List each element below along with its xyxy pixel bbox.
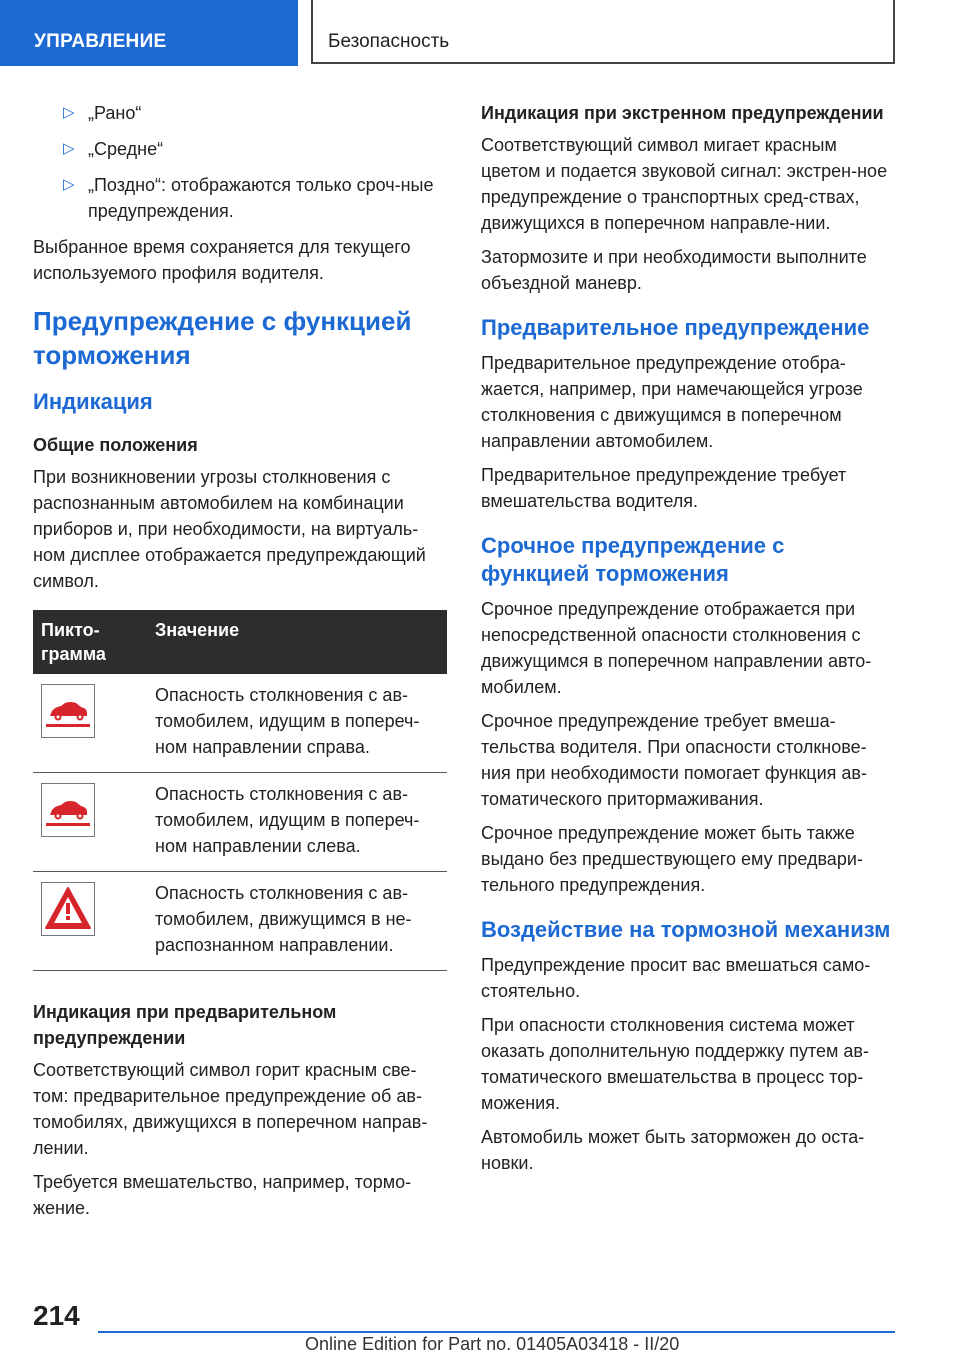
subsection-heading: Предварительное предупреждение [481,315,870,340]
table-row [33,872,447,971]
subheading: Индикация при экстренном предупреждении [481,103,884,123]
section-title: Безопасность [328,31,450,52]
paragraph: Предварительное предупреждение отобра-жается, например, при намечающейся угрозе столкновения с движущимся в поперечном направлении автомобилем. [481,353,863,451]
subsection-heading: Воздействие на тормозной механизм [481,917,891,942]
paragraph: Срочное предупреждение требует вмеша-тельства водителя. При опасности столкнове-ния при необходимости помогает функция ав-томатического притормаживания. [481,711,867,809]
subheading: Индикация при предварительном предупреждении [33,1002,337,1048]
table-cell: Опасность столкновения с ав-томобилем, движущимся в не-распознанном направлении. [147,872,447,971]
paragraph: Предварительное предупреждение требует вмешательства водителя. [481,465,847,511]
list-item: ▷ „Рано“ [33,100,447,126]
table-cell: Опасность столкновения с ав-томобилем, идущим в попереч-ном направлении справа. [147,674,447,773]
subsection-heading: Индикация [33,389,153,414]
subheading: Общие положения [33,435,198,455]
car-left-icon [41,783,95,837]
table-row [33,674,447,773]
right-column [481,100,896,1184]
table-header-meaning: Значение [147,610,447,674]
paragraph: Выбранное время сохраняется для текущего используемого профиля водителя. [33,237,411,283]
table-header-pictogram: Пикто-грамма [33,610,147,674]
list-item: ▷ „Поздно“: отображаются только сроч-ные предупреждения. [33,172,447,224]
triangle-bullet-icon: ▷ [63,104,75,121]
chapter-tab[interactable]: УПРАВЛЕНИЕ [0,0,298,66]
paragraph: Срочное предупреждение отображается при непосредственной опасности столкновения с движущимся в поперечном направлении авто-мобилем. [481,599,872,697]
car-right-icon [41,684,95,738]
paragraph: Соответствующий символ мигает красным цветом и подается звуковой сигнал: экстрен-ное предупреждение о транспортных сред-ствах, движущихся в поперечном направле-нии. [481,135,888,233]
paragraph: Автомобиль может быть заторможен до оста-новки. [481,1127,865,1173]
paragraph: Срочное предупреждение может быть также выдано без предшествующего ему предвари-тельного предупреждения. [481,823,863,895]
list-item: ▷ „Средне“ [33,136,447,162]
page-number: 214 [33,1300,80,1331]
warning-triangle-icon [41,882,95,936]
table-row [33,773,447,872]
section-heading: Предупреждение с функцией торможения [33,306,412,370]
paragraph: Соответствующий символ горит красным све-том: предварительное предупреждение об ав-томобилях, движущихся в поперечном направ-лении. [33,1060,428,1158]
triangle-bullet-icon: ▷ [63,140,75,157]
paragraph: При возникновении угрозы столкновения с распознанным автомобилем на комбинации приборов и, при необходимости, на виртуаль-ном дисплее отображается предупреждающий символ. [33,467,426,591]
paragraph: Требуется вмешательство, например, тормо-жение. [33,1172,412,1218]
footer-divider [98,1331,895,1333]
left-column [33,100,447,1229]
paragraph: Затормозите и при необходимости выполните объездной маневр. [481,247,867,293]
pictogram-table [33,610,447,971]
paragraph: Предупреждение просит вас вмешаться само-стоятельно. [481,955,871,1001]
option-list [33,100,447,224]
triangle-bullet-icon: ▷ [63,176,75,193]
subsection-heading: Срочное предупреждение с функцией торможения [481,533,785,586]
page-header [0,0,960,66]
edition-link[interactable]: Online Edition for Part no. 01405A03418 - II/20 [305,1334,680,1354]
paragraph: При опасности столкновения система может оказать дополнительную поддержку путем ав-томатического вмешательства в процесс тор-можения. [481,1015,869,1113]
table-cell: Опасность столкновения с ав-томобилем, идущим в попереч-ном направлении слева. [147,773,447,872]
